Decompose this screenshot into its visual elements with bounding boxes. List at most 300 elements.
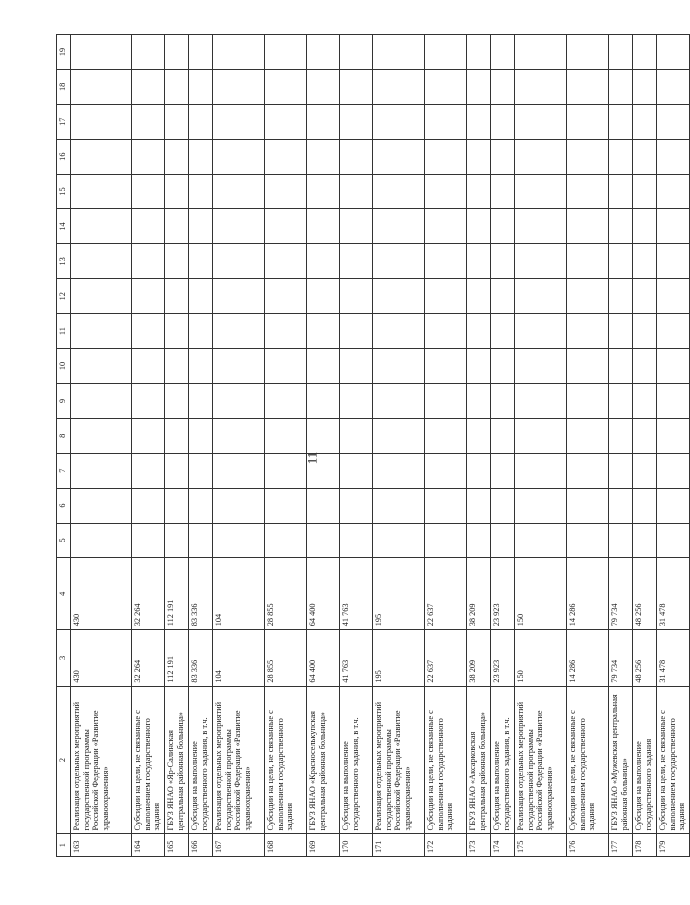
row-number: 170 <box>340 834 373 857</box>
empty-cell <box>633 349 657 384</box>
value-col-3: 112 191 <box>165 630 189 686</box>
value-col-4: 28 855 <box>265 558 307 630</box>
empty-cell <box>515 453 567 488</box>
empty-cell <box>657 349 690 384</box>
empty-cell <box>307 244 340 279</box>
empty-cell <box>515 174 567 209</box>
empty-cell <box>165 35 189 70</box>
column-header: 19 <box>57 35 71 70</box>
empty-cell <box>467 35 491 70</box>
empty-cell <box>425 453 467 488</box>
empty-cell <box>340 279 373 314</box>
empty-cell <box>165 279 189 314</box>
column-header: 9 <box>57 383 71 418</box>
empty-cell <box>340 35 373 70</box>
empty-cell <box>265 314 307 349</box>
empty-cell <box>340 453 373 488</box>
empty-cell <box>265 418 307 453</box>
empty-cell <box>165 349 189 384</box>
empty-cell <box>373 104 425 139</box>
empty-cell <box>132 453 165 488</box>
empty-cell <box>265 383 307 418</box>
empty-cell <box>633 139 657 174</box>
empty-cell <box>467 523 491 558</box>
empty-cell <box>189 69 213 104</box>
empty-cell <box>567 104 609 139</box>
empty-cell <box>515 104 567 139</box>
empty-cell <box>189 349 213 384</box>
empty-cell <box>340 69 373 104</box>
row-name: Реализация отдельных мероприятий государственной программы Российской Федерации «Развитие здравоохранения» <box>213 686 265 834</box>
row-name: Субсидия на выполнение государственного задания, в т.ч. <box>189 686 213 834</box>
empty-cell <box>633 209 657 244</box>
empty-cell <box>467 453 491 488</box>
empty-cell <box>425 523 467 558</box>
empty-cell <box>132 488 165 523</box>
row-name: ГБУЗ ЯНАО «Мужевская центральная районная больница» <box>609 686 633 834</box>
empty-cell <box>425 104 467 139</box>
value-col-3: 22 637 <box>425 630 467 686</box>
empty-cell <box>307 104 340 139</box>
table-row <box>340 35 373 857</box>
value-col-4: 112 191 <box>165 558 189 630</box>
empty-cell <box>373 453 425 488</box>
empty-cell <box>467 314 491 349</box>
row-number: 175 <box>515 834 567 857</box>
empty-cell <box>213 314 265 349</box>
empty-cell <box>189 104 213 139</box>
empty-cell <box>165 523 189 558</box>
empty-cell <box>213 453 265 488</box>
column-header: 4 <box>57 558 71 630</box>
row-number: 174 <box>491 834 515 857</box>
empty-cell <box>491 523 515 558</box>
empty-cell <box>467 418 491 453</box>
empty-cell <box>165 383 189 418</box>
empty-cell <box>265 104 307 139</box>
empty-cell <box>609 69 633 104</box>
empty-cell <box>71 139 132 174</box>
empty-cell <box>567 174 609 209</box>
value-col-4: 79 734 <box>609 558 633 630</box>
empty-cell <box>491 174 515 209</box>
empty-cell <box>265 244 307 279</box>
empty-cell <box>132 314 165 349</box>
empty-cell <box>189 209 213 244</box>
empty-cell <box>609 453 633 488</box>
value-col-4: 41 763 <box>340 558 373 630</box>
empty-cell <box>657 35 690 70</box>
empty-cell <box>340 174 373 209</box>
empty-cell <box>165 244 189 279</box>
column-header: 11 <box>57 314 71 349</box>
empty-cell <box>340 383 373 418</box>
empty-cell <box>515 139 567 174</box>
empty-cell <box>633 523 657 558</box>
empty-cell <box>132 69 165 104</box>
value-col-4: 22 637 <box>425 558 467 630</box>
empty-cell <box>132 139 165 174</box>
empty-cell <box>71 314 132 349</box>
empty-cell <box>633 244 657 279</box>
row-number: 165 <box>165 834 189 857</box>
empty-cell <box>491 104 515 139</box>
empty-cell <box>307 488 340 523</box>
empty-cell <box>165 209 189 244</box>
empty-cell <box>425 244 467 279</box>
empty-cell <box>189 418 213 453</box>
empty-cell <box>633 488 657 523</box>
empty-cell <box>265 35 307 70</box>
empty-cell <box>515 279 567 314</box>
empty-cell <box>373 418 425 453</box>
row-name: Реализация отдельных мероприятий государственной программы Российской Федерации «Развитие здравоохранения» <box>71 686 132 834</box>
empty-cell <box>340 488 373 523</box>
empty-cell <box>609 35 633 70</box>
empty-cell <box>425 279 467 314</box>
value-col-3: 430 <box>71 630 132 686</box>
value-col-3: 79 734 <box>609 630 633 686</box>
empty-cell <box>340 349 373 384</box>
value-col-4: 64 400 <box>307 558 340 630</box>
empty-cell <box>132 418 165 453</box>
empty-cell <box>307 349 340 384</box>
empty-cell <box>515 418 567 453</box>
empty-cell <box>657 383 690 418</box>
table-row <box>425 35 467 857</box>
empty-cell <box>515 523 567 558</box>
empty-cell <box>633 418 657 453</box>
table-row <box>307 35 340 857</box>
empty-cell <box>373 488 425 523</box>
empty-cell <box>491 314 515 349</box>
empty-cell <box>373 209 425 244</box>
empty-cell <box>425 209 467 244</box>
empty-cell <box>515 69 567 104</box>
table-row <box>213 35 265 857</box>
table-header-row <box>57 35 71 857</box>
value-col-4: 150 <box>515 558 567 630</box>
empty-cell <box>307 209 340 244</box>
empty-cell <box>373 523 425 558</box>
empty-cell <box>340 139 373 174</box>
empty-cell <box>467 383 491 418</box>
empty-cell <box>340 418 373 453</box>
empty-cell <box>633 383 657 418</box>
empty-cell <box>189 139 213 174</box>
empty-cell <box>340 314 373 349</box>
empty-cell <box>633 279 657 314</box>
rotated-page <box>56 34 687 857</box>
empty-cell <box>132 383 165 418</box>
empty-cell <box>491 453 515 488</box>
empty-cell <box>425 314 467 349</box>
empty-cell <box>132 279 165 314</box>
column-header: 5 <box>57 523 71 558</box>
empty-cell <box>491 279 515 314</box>
empty-cell <box>165 418 189 453</box>
empty-cell <box>189 244 213 279</box>
empty-cell <box>515 314 567 349</box>
empty-cell <box>265 69 307 104</box>
empty-cell <box>609 314 633 349</box>
empty-cell <box>657 453 690 488</box>
empty-cell <box>657 174 690 209</box>
table-row <box>71 35 132 857</box>
empty-cell <box>265 523 307 558</box>
empty-cell <box>165 174 189 209</box>
empty-cell <box>609 418 633 453</box>
empty-cell <box>373 35 425 70</box>
empty-cell <box>467 174 491 209</box>
value-col-4: 32 264 <box>132 558 165 630</box>
empty-cell <box>265 453 307 488</box>
value-col-3: 83 336 <box>189 630 213 686</box>
value-col-4: 83 336 <box>189 558 213 630</box>
column-header: 1 <box>57 834 71 857</box>
empty-cell <box>491 244 515 279</box>
column-header: 6 <box>57 488 71 523</box>
value-col-4: 195 <box>373 558 425 630</box>
value-col-3: 32 264 <box>132 630 165 686</box>
empty-cell <box>189 453 213 488</box>
empty-cell <box>491 418 515 453</box>
empty-cell <box>567 418 609 453</box>
table-row <box>467 35 491 857</box>
empty-cell <box>633 104 657 139</box>
empty-cell <box>307 139 340 174</box>
row-name: Субсидия на выполнение государственного задания, в т.ч. <box>491 686 515 834</box>
empty-cell <box>425 383 467 418</box>
empty-cell <box>307 279 340 314</box>
empty-cell <box>609 104 633 139</box>
empty-cell <box>491 209 515 244</box>
empty-cell <box>657 523 690 558</box>
budget-table <box>56 34 690 857</box>
empty-cell <box>213 209 265 244</box>
empty-cell <box>567 244 609 279</box>
row-name: Реализация отдельных мероприятий государственной программы Российской Федерации «Развитие здравоохранения» <box>373 686 425 834</box>
value-col-3: 64 400 <box>307 630 340 686</box>
empty-cell <box>71 453 132 488</box>
value-col-4: 430 <box>71 558 132 630</box>
empty-cell <box>609 349 633 384</box>
empty-cell <box>71 209 132 244</box>
value-col-3: 104 <box>213 630 265 686</box>
empty-cell <box>609 174 633 209</box>
empty-cell <box>657 104 690 139</box>
empty-cell <box>373 174 425 209</box>
empty-cell <box>132 174 165 209</box>
empty-cell <box>71 279 132 314</box>
empty-cell <box>307 69 340 104</box>
empty-cell <box>515 383 567 418</box>
empty-cell <box>213 523 265 558</box>
row-name: ГБУЗ ЯНАО «Аксарковская центральная районная больница» <box>467 686 491 834</box>
row-number: 164 <box>132 834 165 857</box>
empty-cell <box>373 139 425 174</box>
row-number: 171 <box>373 834 425 857</box>
table-row <box>609 35 633 857</box>
empty-cell <box>609 244 633 279</box>
empty-cell <box>132 349 165 384</box>
empty-cell <box>189 383 213 418</box>
empty-cell <box>213 139 265 174</box>
empty-cell <box>373 69 425 104</box>
row-number: 167 <box>213 834 265 857</box>
empty-cell <box>567 69 609 104</box>
empty-cell <box>189 523 213 558</box>
empty-cell <box>515 209 567 244</box>
empty-cell <box>491 488 515 523</box>
column-header: 18 <box>57 69 71 104</box>
empty-cell <box>165 453 189 488</box>
value-col-4: 38 209 <box>467 558 491 630</box>
empty-cell <box>633 69 657 104</box>
empty-cell <box>467 209 491 244</box>
empty-cell <box>425 139 467 174</box>
empty-cell <box>657 488 690 523</box>
empty-cell <box>567 523 609 558</box>
empty-cell <box>132 35 165 70</box>
empty-cell <box>71 35 132 70</box>
empty-cell <box>213 104 265 139</box>
column-header: 13 <box>57 244 71 279</box>
table-row <box>265 35 307 857</box>
page-number: 11 <box>304 451 320 465</box>
empty-cell <box>340 104 373 139</box>
empty-cell <box>132 104 165 139</box>
empty-cell <box>491 383 515 418</box>
empty-cell <box>609 279 633 314</box>
empty-cell <box>633 35 657 70</box>
value-col-4: 31 478 <box>657 558 690 630</box>
empty-cell <box>467 279 491 314</box>
empty-cell <box>71 523 132 558</box>
value-col-3: 14 286 <box>567 630 609 686</box>
empty-cell <box>213 244 265 279</box>
empty-cell <box>307 418 340 453</box>
empty-cell <box>467 104 491 139</box>
empty-cell <box>340 244 373 279</box>
empty-cell <box>189 174 213 209</box>
empty-cell <box>633 174 657 209</box>
empty-cell <box>467 139 491 174</box>
row-name: ГБУЗ ЯНАО «Красноселькупская центральная районная больница» <box>307 686 340 834</box>
row-name: ГБУЗ ЯНАО «Яр-Салинская центральная районная больница» <box>165 686 189 834</box>
empty-cell <box>307 35 340 70</box>
empty-cell <box>213 35 265 70</box>
table-row <box>165 35 189 857</box>
row-number: 178 <box>633 834 657 857</box>
empty-cell <box>132 523 165 558</box>
empty-cell <box>467 349 491 384</box>
empty-cell <box>373 314 425 349</box>
empty-cell <box>132 209 165 244</box>
empty-cell <box>307 453 340 488</box>
column-header: 15 <box>57 174 71 209</box>
table-row <box>491 35 515 857</box>
column-header: 2 <box>57 686 71 834</box>
row-number: 179 <box>657 834 690 857</box>
empty-cell <box>213 174 265 209</box>
empty-cell <box>491 35 515 70</box>
row-name: Субсидии на цели, не связанные с выполнением государственного задания <box>657 686 690 834</box>
empty-cell <box>567 35 609 70</box>
row-number: 172 <box>425 834 467 857</box>
empty-cell <box>165 104 189 139</box>
empty-cell <box>71 349 132 384</box>
value-col-3: 31 478 <box>657 630 690 686</box>
column-header: 12 <box>57 279 71 314</box>
value-col-3: 23 923 <box>491 630 515 686</box>
empty-cell <box>567 488 609 523</box>
table-row <box>515 35 567 857</box>
empty-cell <box>609 383 633 418</box>
row-number: 176 <box>567 834 609 857</box>
empty-cell <box>265 279 307 314</box>
empty-cell <box>373 383 425 418</box>
empty-cell <box>189 314 213 349</box>
table-body <box>71 35 690 857</box>
empty-cell <box>71 418 132 453</box>
empty-cell <box>71 383 132 418</box>
empty-cell <box>515 349 567 384</box>
empty-cell <box>265 209 307 244</box>
empty-cell <box>132 244 165 279</box>
empty-cell <box>340 209 373 244</box>
empty-cell <box>491 139 515 174</box>
column-header: 14 <box>57 209 71 244</box>
empty-cell <box>425 418 467 453</box>
empty-cell <box>71 488 132 523</box>
column-header: 8 <box>57 418 71 453</box>
value-col-3: 150 <box>515 630 567 686</box>
value-col-3: 41 763 <box>340 630 373 686</box>
empty-cell <box>165 69 189 104</box>
empty-cell <box>491 349 515 384</box>
column-header: 10 <box>57 349 71 384</box>
empty-cell <box>633 453 657 488</box>
value-col-3: 48 256 <box>633 630 657 686</box>
value-col-4: 23 923 <box>491 558 515 630</box>
value-col-3: 28 855 <box>265 630 307 686</box>
empty-cell <box>609 523 633 558</box>
table-row <box>189 35 213 857</box>
column-header: 7 <box>57 453 71 488</box>
row-number: 169 <box>307 834 340 857</box>
empty-cell <box>307 523 340 558</box>
empty-cell <box>567 279 609 314</box>
empty-cell <box>515 488 567 523</box>
empty-cell <box>633 314 657 349</box>
empty-cell <box>467 69 491 104</box>
value-col-4: 48 256 <box>633 558 657 630</box>
empty-cell <box>567 453 609 488</box>
empty-cell <box>657 314 690 349</box>
empty-cell <box>71 104 132 139</box>
empty-cell <box>657 209 690 244</box>
column-header: 17 <box>57 104 71 139</box>
empty-cell <box>71 174 132 209</box>
empty-cell <box>71 244 132 279</box>
column-header: 16 <box>57 139 71 174</box>
empty-cell <box>567 314 609 349</box>
empty-cell <box>213 418 265 453</box>
empty-cell <box>213 488 265 523</box>
table-row <box>657 35 690 857</box>
row-name: Реализация отдельных мероприятий государственной программы Российской Федерации «Развитие здравоохранения» <box>515 686 567 834</box>
